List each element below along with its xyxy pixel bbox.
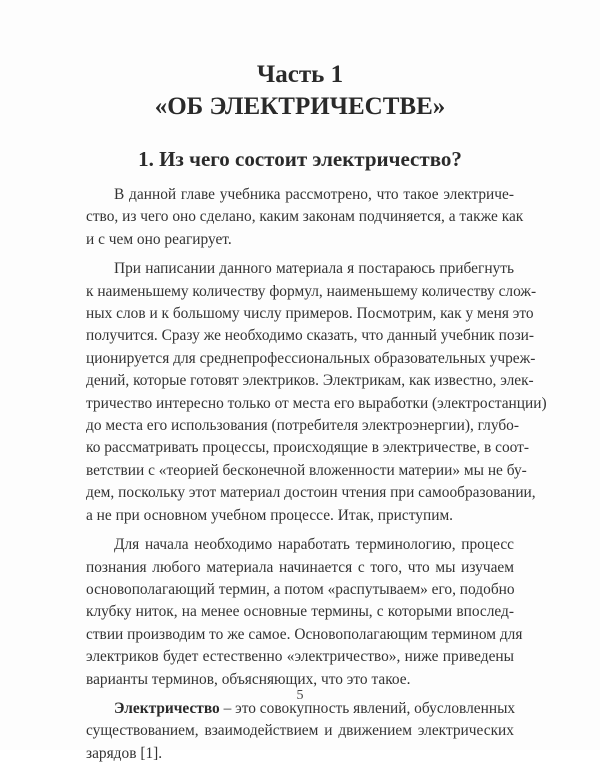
text-line: тричество интересно только от места его выработки (электростанции) (86, 394, 547, 412)
text-line: дем, поскольку этот материал достоин чтения при самообразовании, (86, 484, 536, 502)
section-title: 1. Из чего состоит электричество? (138, 147, 462, 171)
paragraph-4 (86, 698, 514, 765)
part-title: «ОБ ЭЛЕКТРИЧЕСТВЕ» (154, 93, 446, 120)
text-line: познания любого материала начинается с того, что мы изучаем (86, 558, 514, 576)
paragraph-1 (86, 184, 524, 251)
text-line: ветствии с «теорией бесконечной вложенности материи» мы не бу- (86, 461, 527, 479)
text-line: варианты терминов, объясняющих, что это такое. (86, 670, 411, 688)
text-line: ко рассматривать процессы, происходящие в электричестве, в соот- (86, 439, 530, 457)
text-line: ных слов и к большому числу примеров. Посмотрим, как у меня это (86, 305, 534, 323)
text-line: к наименьшему количеству формул, наименьшему количеству слож- (86, 282, 537, 300)
text-line: а не при основном учебном процессе. Итак, приступим. (86, 506, 454, 524)
body-text (86, 184, 547, 772)
text-line: и с чем оно реагирует. (86, 230, 232, 248)
part-number: Часть 1 (256, 61, 344, 88)
text-line: При написании данного материала я постараюсь прибегнуть (114, 260, 514, 278)
text-line: Для начала необходимо наработать терминологию, процесс (114, 536, 514, 554)
text-line: существованием, взаимодействием и движением электрических (86, 722, 514, 740)
text-line: получится. Сразу же необходимо сказать, что данный учебник пози- (86, 327, 535, 345)
page-number: 5 (296, 688, 304, 703)
definition-text: – это совокупность явлений, обусловленных (219, 699, 516, 717)
text-line: зарядов [1]. (86, 744, 163, 762)
text-line: клубку ниток, на менее основные термины, с которыми впослед- (86, 603, 514, 621)
text-line: В данной главе учебника рассмотрено, что такое электриче- (114, 186, 514, 203)
text-line: ство, из чего оно сделано, каким законам подчиняется, а также как (86, 208, 524, 226)
text-line: ствии производим то же самое. Основополагающим термином для (86, 625, 523, 643)
text-line: до места его использования (потребителя электроэнергии), глубо- (86, 417, 519, 435)
text-line: основополагающий термин, а потом «распутываем» его, подобно (86, 580, 515, 598)
defined-term: Электричество (114, 699, 220, 717)
text-line: ционируется для среднепрофессиональных образовательных учреж- (86, 349, 536, 367)
paragraph-2 (86, 258, 547, 527)
text-line: электриков будет естественно «электричество», ниже приведены (86, 648, 514, 666)
text-line: дений, которые готовят электриков. Электрикам, как известно, элек- (86, 372, 534, 390)
paragraph-3 (86, 534, 523, 691)
